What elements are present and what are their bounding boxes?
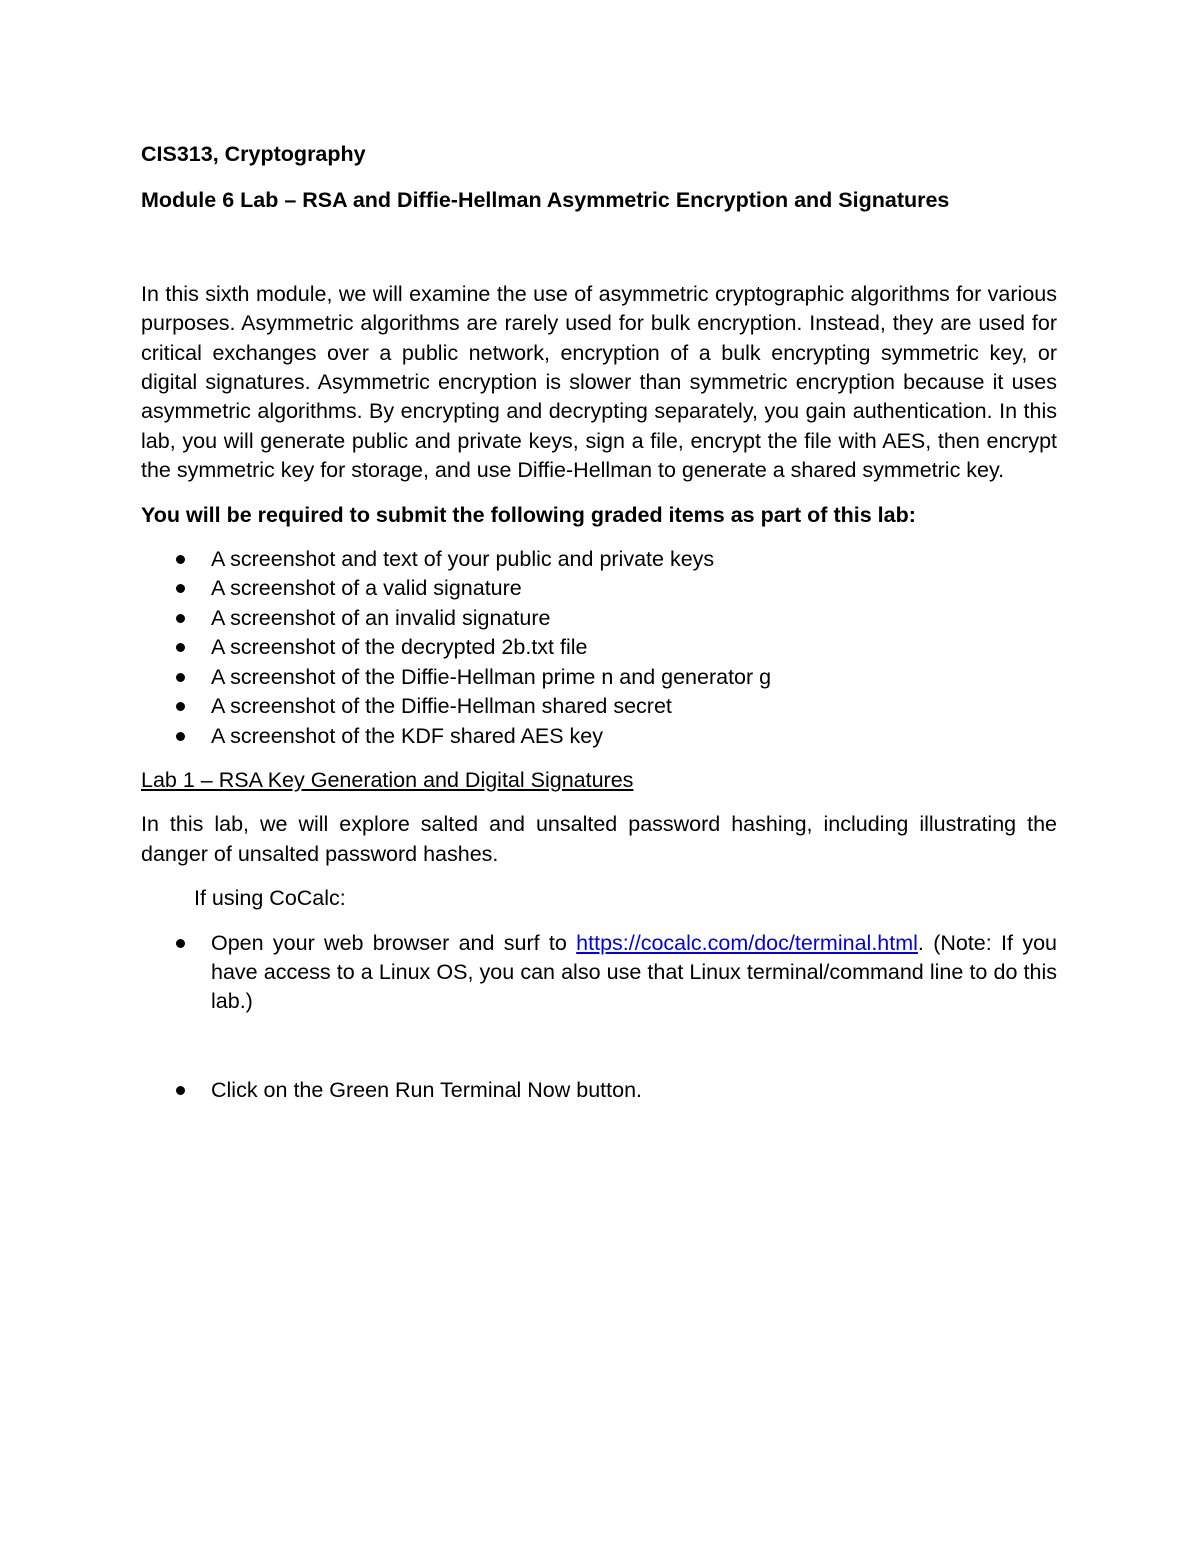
list-item: [141, 692, 1057, 721]
list-item: [141, 545, 1057, 574]
list-item: [141, 574, 1057, 603]
bullet-icon: [176, 584, 185, 593]
bullet-icon: [176, 673, 185, 682]
graded-items-list: [141, 545, 1057, 751]
bullet-icon: [176, 614, 185, 623]
list-item-text: A screenshot of a valid signature: [211, 576, 522, 601]
list-item-text: A screenshot of the Diffie-Hellman shared secret: [211, 694, 672, 719]
list-item-text: A screenshot of an invalid signature: [211, 605, 551, 630]
step2-text: Click on the Green Run Terminal Now button.: [211, 1077, 643, 1102]
module-title: Module 6 Lab – RSA and Diffie-Hellman Asymmetric Encryption and Signatures: [141, 188, 950, 213]
bullet-icon: [176, 732, 185, 741]
lab1-heading: Lab 1 – RSA Key Generation and Digital Signatures: [141, 767, 634, 792]
list-item-text: A screenshot and text of your public and private keys: [211, 547, 715, 572]
cocalc-label: If using CoCalc:: [194, 886, 346, 911]
bullet-icon: [176, 1086, 185, 1095]
bullet-icon: [176, 643, 185, 652]
list-item: [141, 722, 1057, 751]
list-item-text: A screenshot of the Diffie-Hellman prime n and generator g: [211, 664, 772, 689]
step1-text-after: . (Note: If you have access to a Linux OS, you can also use that Linux terminal/command line to do this lab.): [211, 930, 1057, 1014]
list-item: [141, 633, 1057, 662]
list-item: [141, 604, 1057, 633]
lab1-intro: In this lab, we will explore salted and unsalted password hashing, including illustrating the danger of unsalted password hashes.: [141, 812, 1057, 866]
step1-text-before: Open your web browser and surf to: [211, 930, 577, 955]
bullet-icon: [176, 939, 185, 948]
document-page: [141, 140, 1057, 1105]
bullet-icon: [176, 555, 185, 564]
list-item-text: A screenshot of the decrypted 2b.txt file: [211, 635, 588, 660]
course-title: CIS313, Cryptography: [141, 142, 366, 166]
list-item: [141, 663, 1057, 692]
step-item: [141, 1076, 1057, 1105]
steps-list: [141, 929, 1057, 1106]
list-item-text: A screenshot of the KDF shared AES key: [211, 723, 603, 748]
intro-paragraph: In this sixth module, we will examine the use of asymmetric cryptographic algorithms for various purposes. Asymmetric algorithms are rarely used for bulk encryption. Instead, they are used for critical exchanges over a public network, encryption of a bulk encrypting symmetric key, or digital signatures. Asymmetric encryption is slower than symmetric encryption because it uses asymmetric algorithms. By encrypting and decrypting separately, you gain authentication. In this lab, you will generate public and private keys, sign a file, encrypt the file with AES, then encrypt the symmetric key for storage, and use Diffie-Hellman to generate a shared symmetric key.: [141, 281, 1057, 483]
graded-items-heading: You will be required to submit the following graded items as part of this lab:: [141, 502, 916, 527]
cocalc-terminal-link[interactable]: https://cocalc.com/doc/terminal.html: [576, 930, 918, 955]
bullet-icon: [176, 702, 185, 711]
step-item: [141, 929, 1057, 1017]
